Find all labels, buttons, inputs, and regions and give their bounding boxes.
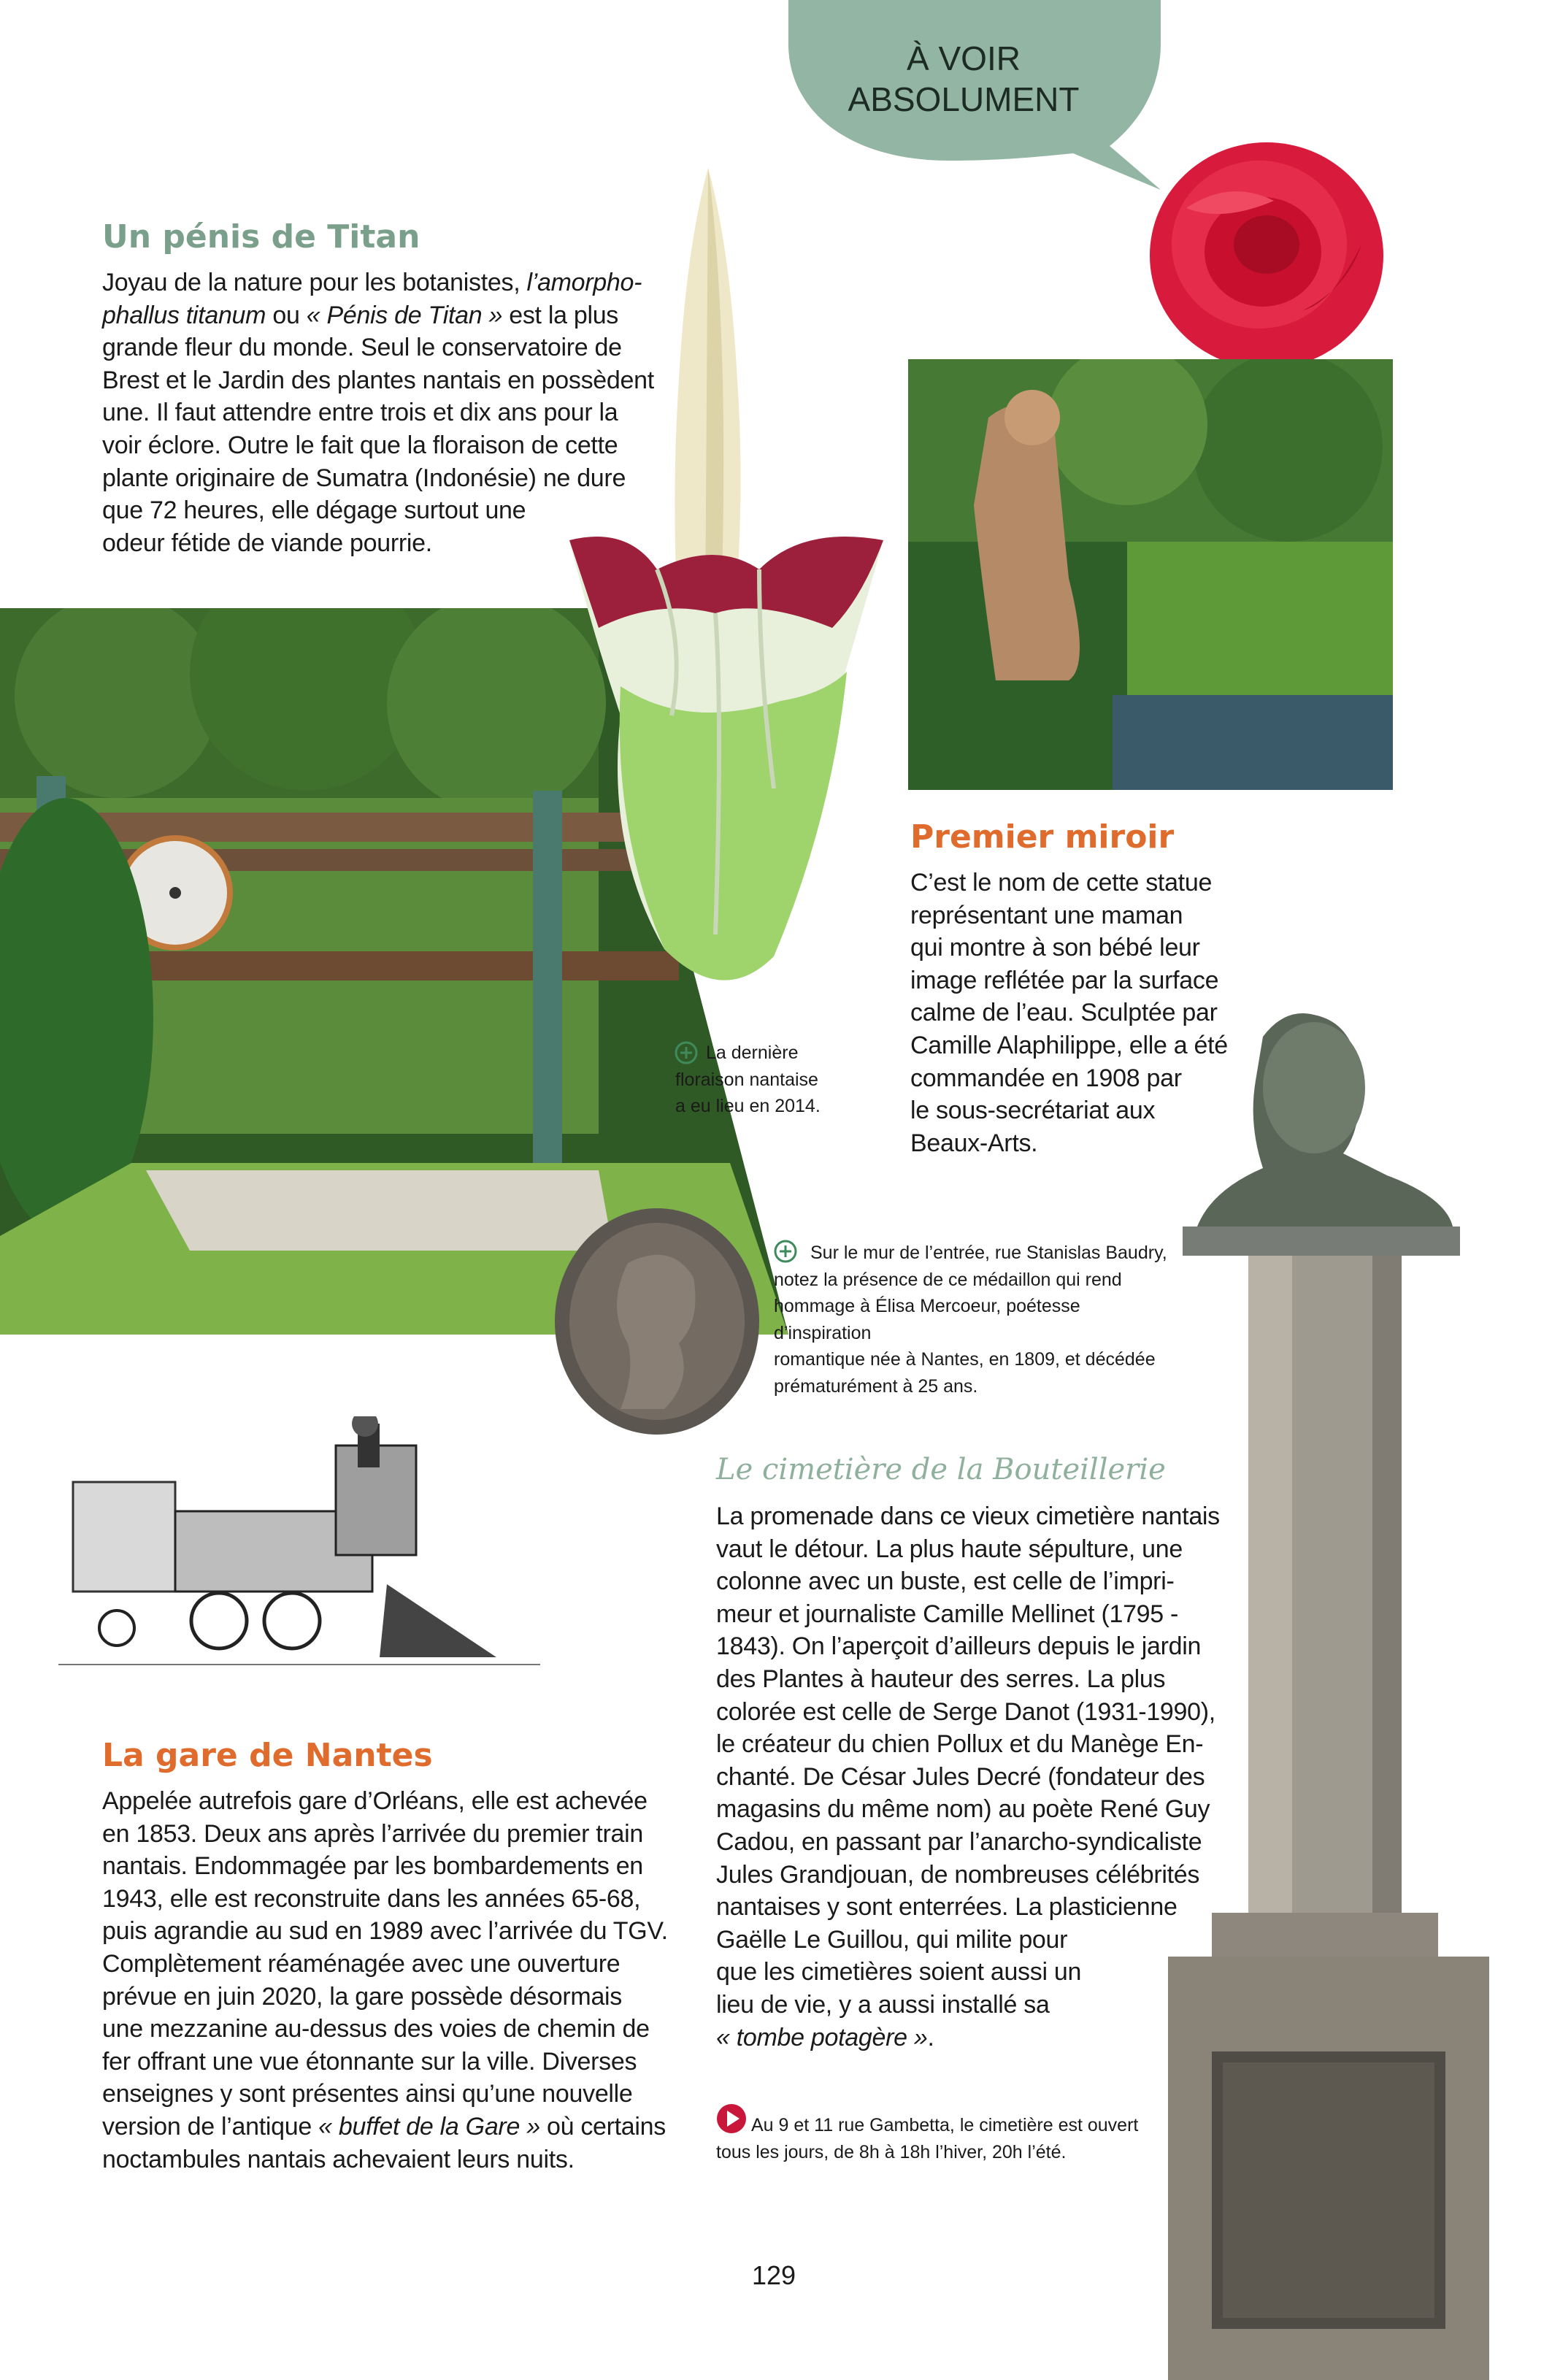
titan-heading: Un pénis de Titan xyxy=(102,218,420,256)
gare-body-end: où certains noctambules nantais achevaient leurs nuits. xyxy=(102,2112,666,2173)
miroir-body: C’est le nom de cette statue représentant une maman qui montre à son bébé leur image reflétée par la surface calme de l’eau. Sculptée par Camille Alaphilippe, elle a été commandée en 1908 par le sous-secrétariat aux Beaux-Arts. xyxy=(910,869,1228,1157)
titan-body-italic-1: l’amorpho- phallus titanum xyxy=(102,269,642,329)
titan-body-3: est la plus grande fleur du monde. Seul le conservatoire de Brest et le Jardin des plantes nantais en possèdent une. Il faut attendre entre trois et dix ans pour la voir éclore. Outre le fait que la floraison de cette plante originaire de Sumatra (Indonésie) ne dure que 72 heures, elle dégage surtout une odeur fétide de viande pourrie. xyxy=(102,301,654,557)
gare-body xyxy=(102,1785,679,2176)
gare-heading: La gare de Nantes xyxy=(102,1737,433,1774)
titan-body-2: ou xyxy=(266,301,307,329)
medallion-elisa-mercoeur xyxy=(548,1197,767,1442)
cimetiere-body-main: La promenade dans ce vieux cimetière nantais vaut le détour. La plus haute sépulture, une colonne avec un buste, est celle de l’impri- meur et journaliste Camille Mellinet (1795 - 1843). On l’aperçoit d’ailleurs depuis le jardin des Plantes à hauteur des serres. La plus colorée est celle de Serge Danot (1931-1990), le créateur du chien Pollux et du Manège En- chanté. De César Jules Decré (fondateur des magasins du même nom) au poète René Guy Cadou, en passant par l’anarcho-syndicaliste Jules Grandjouan, de nombreuses célébrités nantaises y sont enterrées. La plasticienne Gaëlle Le Guillou, qui milite pour que les cimetières soient aussi un lieu de vie, y a aussi installé sa xyxy=(716,1502,1220,2019)
red-camellia-image xyxy=(1142,135,1391,376)
cimetiere-note: Au 9 et 11 rue Gambetta, le cimetière est ouvert tous les jours, de 8h à 18h l’hiver, 20h l’été. xyxy=(716,2115,1139,2162)
badge-line-1: À VOIR xyxy=(907,39,1021,77)
badge-line-2: ABSOLUMENT xyxy=(848,80,1080,118)
medallion-note: Sur le mur de l’entrée, rue Stanislas Baudry, notez la présence de ce médaillon qui rend hommage à Élisa Mercoeur, poétesse d’inspiration romantique née à Nantes, en 1809, et décédée prématurément à 25 ans. xyxy=(774,1243,1167,1397)
miroir-heading: Premier miroir xyxy=(910,818,1175,856)
cimetiere-body xyxy=(716,1500,1242,2054)
cimetiere-body-italic: « tombe potagère » xyxy=(716,2023,928,2051)
page-number: 129 xyxy=(751,2260,796,2290)
gare-body-italic: « buffet de la Gare » xyxy=(318,2112,540,2141)
titan-note: La dernière floraison nantaise a eu lieu en 2014. xyxy=(675,1043,821,1117)
statue-miroir-photo xyxy=(908,359,1393,790)
steam-train-engraving xyxy=(58,1416,540,1708)
gare-body-main: Appelée autrefois gare d’Orléans, elle est achevée en 1853. Deux ans après l’arrivée du premier train nantais. Endommagée par les bombardements en 1943, elle est reconstruite dans les années 65-68, puis agrandie au sud en 1989 avec l’arrivée du TGV. Complètement réaménagée avec une ouverture prévue en juin 2020, la gare possède désormais une mezzanine au-dessus des voies de chemin de fer offrant une vue étonnante sur la ville. Diverses enseignes y sont présentes ainsi qu’une nouvelle version de l’antique xyxy=(102,1787,668,2141)
cimetiere-heading: Le cimetière de la Bouteillerie xyxy=(716,1453,1166,1486)
cimetiere-body-end: . xyxy=(927,2023,934,2051)
titan-body-1: Joyau de la nature pour les botanistes, xyxy=(102,269,527,296)
titan-body xyxy=(102,266,657,559)
titan-body-italic-2: « Pénis de Titan » xyxy=(306,301,503,329)
